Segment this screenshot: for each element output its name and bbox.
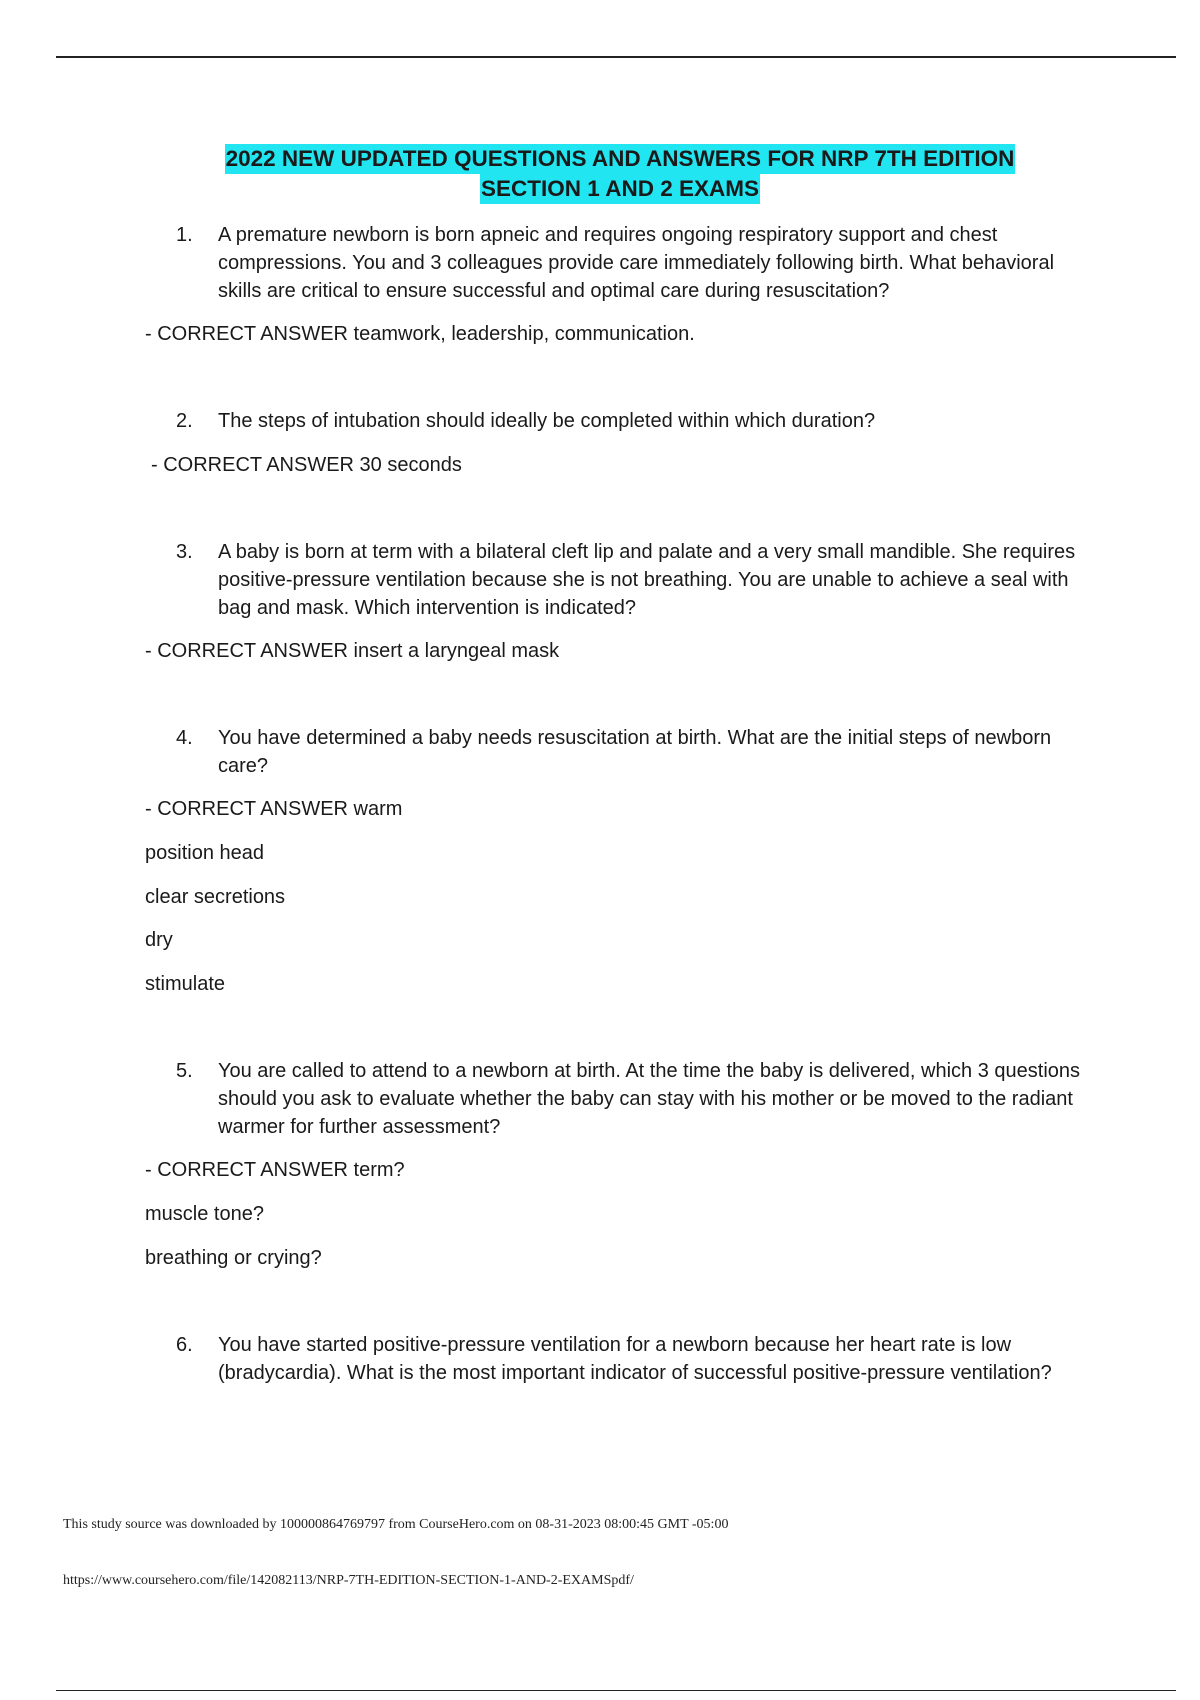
answer-line: - CORRECT ANSWER warm [145, 798, 403, 820]
title-line-1: 2022 NEW UPDATED QUESTIONS AND ANSWERS FOR NRP 7TH EDITION [225, 144, 1016, 174]
answer-line: muscle tone? [145, 1203, 264, 1225]
download-notice: This study source was downloaded by 100000864769797 from CourseHero.com on 08-31-2023 08:00:45 GMT -05:00 [63, 1517, 729, 1532]
question-5 [176, 1057, 1096, 1141]
answer-line: - CORRECT ANSWER teamwork, leadership, communication. [145, 323, 695, 345]
question-text: The steps of intubation should ideally be completed within which duration? [218, 410, 876, 432]
question-2 [176, 407, 1096, 435]
top-rule [56, 56, 1176, 58]
question-number: 2. [176, 410, 193, 432]
question-number: 4. [176, 727, 193, 749]
question-text: You have started positive-pressure ventilation for a newborn because her heart rate is low (bradycardia). What is the most important indicator of successful positive-pressure ventilation? [218, 1334, 1052, 1384]
question-1 [176, 221, 1096, 305]
answer-line: stimulate [145, 973, 226, 995]
answer-line: - CORRECT ANSWER insert a laryngeal mask [145, 640, 560, 662]
question-text: You have determined a baby needs resuscitation at birth. What are the initial steps of newborn care? [218, 727, 1052, 777]
answer-line: position head [145, 842, 264, 864]
title-line-2: SECTION 1 AND 2 EXAMS [480, 174, 760, 204]
question-text: You are called to attend to a newborn at birth. At the time the baby is delivered, which 3 questions should you ask to evaluate whether the baby can stay with his mother or be moved to the radiant warmer for further assessment? [218, 1060, 1081, 1138]
question-number: 3. [176, 541, 193, 563]
bottom-rule [56, 1690, 1176, 1691]
answer-line: dry [145, 929, 173, 951]
document-title [0, 144, 1200, 204]
answer-line: clear secretions [145, 886, 286, 908]
question-number: 6. [176, 1334, 193, 1356]
answer-line: breathing or crying? [145, 1247, 322, 1269]
answer-line: - CORRECT ANSWER term? [145, 1159, 405, 1181]
answer-line: - CORRECT ANSWER 30 seconds [151, 454, 462, 476]
question-number: 1. [176, 224, 193, 246]
question-text: A premature newborn is born apneic and requires ongoing respiratory support and chest compressions. You and 3 colleagues provide care immediately following birth. What behavioral skills are critical to ensure successful and optimal care during resuscitation? [218, 224, 1055, 302]
question-6 [176, 1331, 1096, 1387]
question-number: 5. [176, 1060, 193, 1082]
question-text: A baby is born at term with a bilateral cleft lip and palate and a very small mandible. She requires positive-pressure ventilation because she is not breathing. You are unable to achieve a seal with bag and mask. Which intervention is indicated? [218, 541, 1076, 619]
question-3 [176, 538, 1096, 622]
source-url: https://www.coursehero.com/file/142082113/NRP-7TH-EDITION-SECTION-1-AND-2-EXAMSpdf/ [63, 1573, 634, 1588]
question-4 [176, 724, 1096, 780]
